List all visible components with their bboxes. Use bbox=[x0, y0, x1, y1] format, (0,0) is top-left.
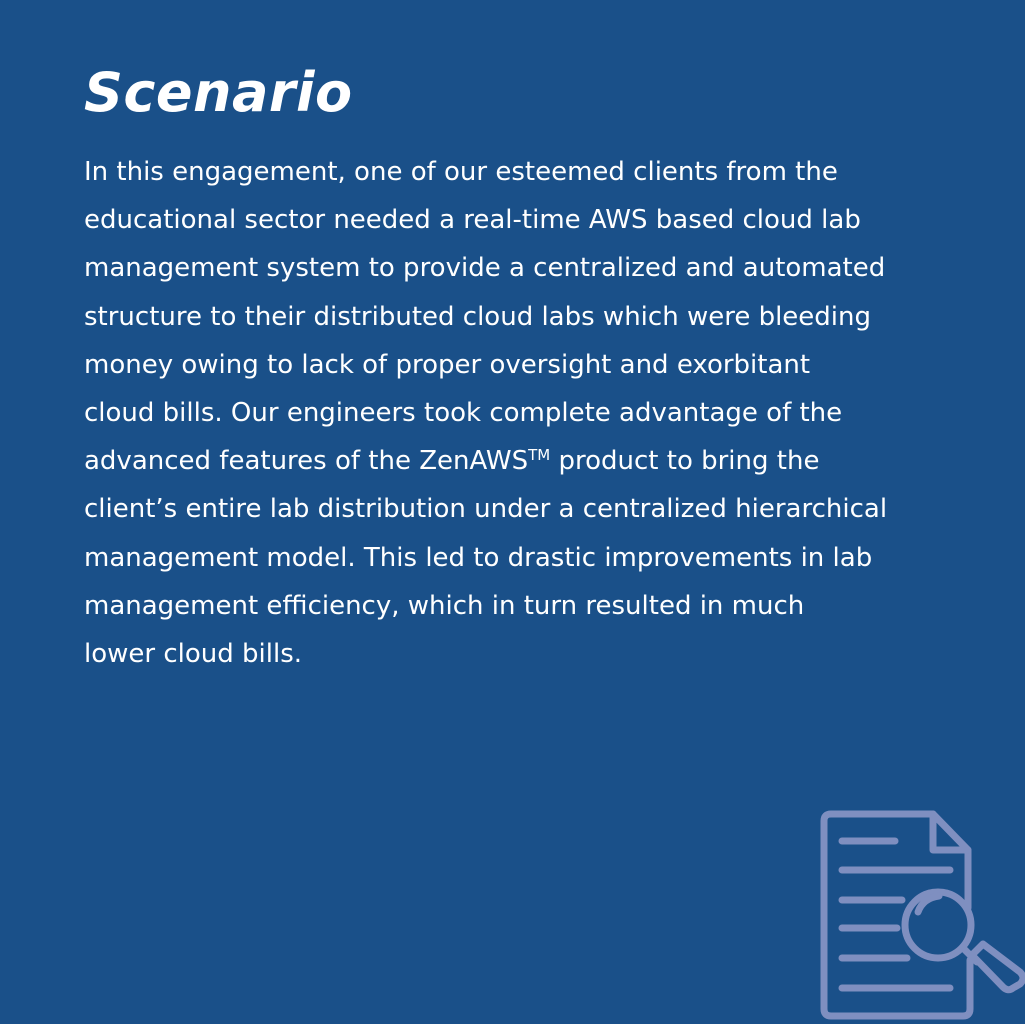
description-line-3: management system to provide a centralized and automated bbox=[84, 253, 886, 284]
description-line-5: money owing to lack of proper oversight and exorbitant bbox=[84, 349, 811, 380]
description-line-7-start: advanced features of the ZenAWS bbox=[84, 446, 529, 477]
description-line-10: management efficiency, which in turn resulted in much bbox=[84, 590, 805, 621]
description-line-9: management model. This led to drastic improvements in lab bbox=[84, 542, 873, 573]
description-line-7-end: product to bring the bbox=[558, 446, 820, 477]
page-title: Scenario bbox=[84, 61, 353, 124]
description-line-2: educational sector needed a real-time AWS based cloud lab bbox=[84, 205, 861, 236]
description-line-1: In this engagement, one of our esteemed clients from the bbox=[84, 157, 838, 187]
trademark-mark: TM bbox=[528, 446, 551, 465]
scenario-description bbox=[84, 148, 964, 678]
description-line-8: client’s entire lab distribution under a centralized hierarchical bbox=[84, 494, 888, 525]
description-line-7 bbox=[84, 437, 964, 485]
description-line-11: lower cloud bills. bbox=[84, 639, 303, 670]
description-line-6: cloud bills. Our engineers took complete advantage of the bbox=[84, 398, 843, 429]
description-line-4: structure to their distributed cloud labs which were bleeding bbox=[84, 301, 872, 332]
document-search-icon bbox=[815, 810, 1025, 1024]
